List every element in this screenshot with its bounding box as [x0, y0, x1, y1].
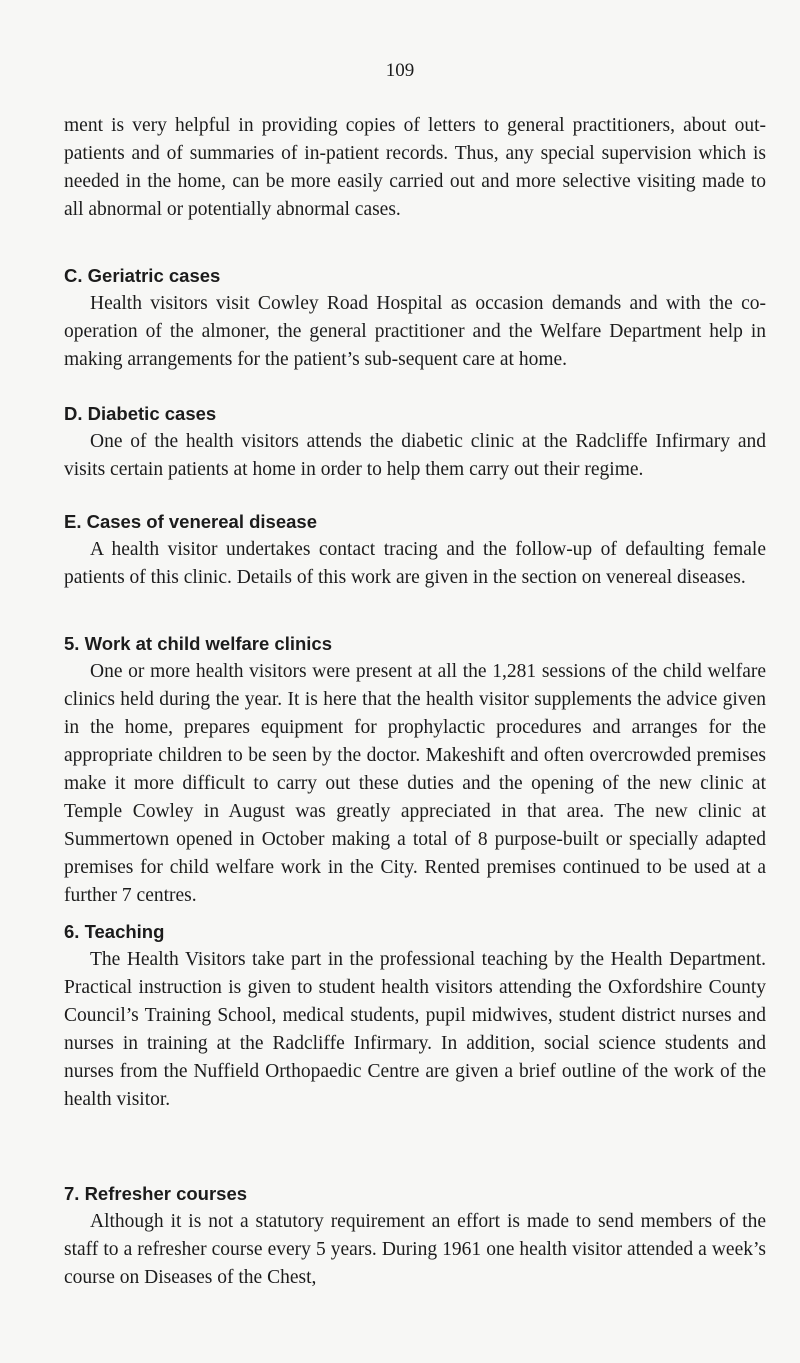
- section-refresher-courses: [64, 1180, 766, 1292]
- section-paragraph: The Health Visitors take part in the professional teaching by the Health Department. Practical instruction is given to student health visitors attending the Oxfordshire County Council’s Training School, medical students, pupil midwives, student district nurses and nurses in training at the Radcliffe Infirmary. In addition, social science students and nurses from the Nuffield Orthopaedic Centre are given a brief outline of the work of the health visitor.: [64, 949, 766, 1110]
- intro-paragraph-block: [64, 112, 766, 224]
- section-paragraph: One or more health visitors were present at all the 1,281 sessions of the child welfare clinics held during the year. It is here that the health visitor supplements the advice given in the home, prepares equipment for prophylactic procedures and arranges for the appropriate children to be seen by the doctor. Makeshift and often overcrowded premises make it more difficult to carry out these duties and the opening of the new clinic at Temple Cowley in August was greatly appreciated in that area. The new clinic at Summertown opened in October making a total of 8 purpose-built or specially adapted premises for child welfare work in the City. Rented premises continued to be used at a further 7 centres.: [64, 661, 766, 906]
- section-paragraph: Although it is not a statutory requirement an effort is made to send members of the staff to a refresher course every 5 years. During 1961 one health visitor attended a week’s course on Diseases of the Chest,: [64, 1211, 766, 1288]
- section-diabetic-cases: [64, 400, 766, 484]
- section-teaching: [64, 918, 766, 1114]
- intro-paragraph: ment is very helpful in providing copies of letters to general practitioners, about out-patients and of summaries of in-patient records. Thus, any special supervision which is needed in the home, can be more easily carried out and more selective visiting made to all abnormal or potentially abnormal cases.: [64, 115, 766, 220]
- section-paragraph: One of the health visitors attends the diabetic clinic at the Radcliffe Infirmary and visits certain patients at home in order to help them carry out their regime.: [64, 431, 766, 480]
- section-venereal-disease: [64, 508, 766, 592]
- section-paragraph: A health visitor undertakes contact tracing and the follow-up of defaulting female patients of this clinic. Details of this work are given in the section on venereal diseases.: [64, 539, 766, 588]
- section-heading: C. Geriatric cases: [64, 265, 221, 286]
- section-heading: 7. Refresher courses: [64, 1183, 248, 1204]
- section-heading: E. Cases of venereal disease: [64, 511, 317, 532]
- section-heading: 5. Work at child welfare clinics: [64, 633, 333, 654]
- section-child-welfare-clinics: [64, 630, 766, 910]
- section-paragraph: Health visitors visit Cowley Road Hospital as occasion demands and with the co-operation of the almoner, the general practitioner and the Welfare Department help in making arrangements for the patient’s sub-sequent care at home.: [64, 293, 766, 370]
- section-heading: 6. Teaching: [64, 921, 165, 942]
- section-geriatric-cases: [64, 262, 766, 374]
- section-heading: D. Diabetic cases: [64, 403, 217, 424]
- page-number: 109: [385, 60, 415, 81]
